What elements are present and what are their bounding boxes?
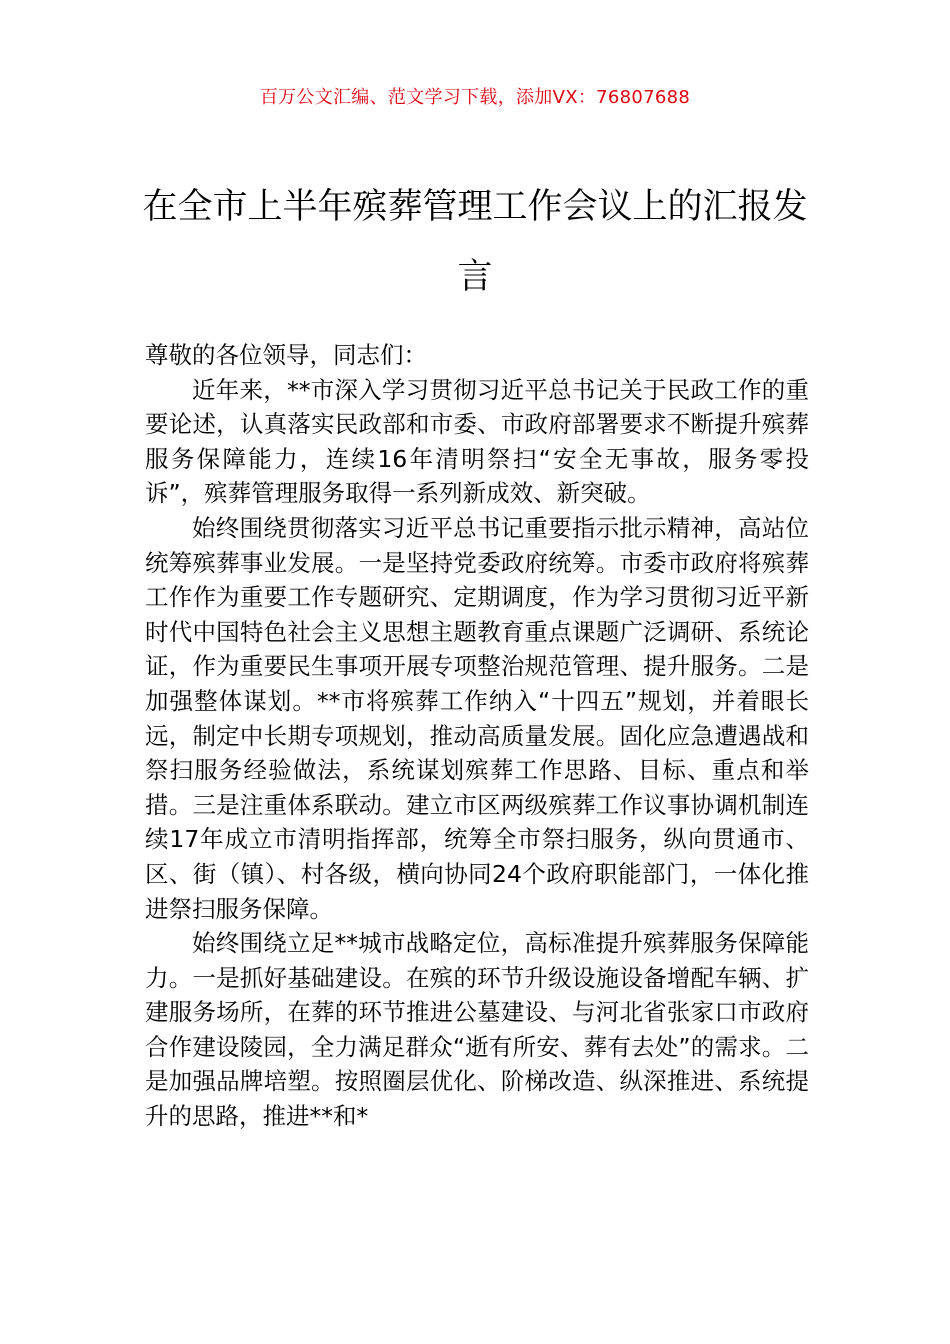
header-note: 百万公文汇编、范文学习下载，添加VX：76807688 [259, 87, 691, 108]
paragraph-overall-planning: 始终围绕贯彻落实习近平总书记重要指示批示精神，高站位统筹殡葬事业发展。一是坚持党委政府统筹。市委市政府将殡葬工作作为重要工作专题研究、定期调度，作为学习贯彻习近平新时代中国特色社会主义思想主题教育重点课题广泛调研、系统论证，作为重要民生事项开展专项整治规范管理、提升服务。二是加强整体谋划。**市将殡葬工作纳入“十四五”规划，并着眼长远，制定中长期专项规划，推动高质量发展。固化应急遭遇战和祭扫服务经验做法，系统谋划殡葬工作思路、目标、重点和举措。三是注重体系联动。建立市区两级殡葬工作议事协调机制连续17年成立市清明指挥部，统筹全市祭扫服务，纵向贯通市、区、街（镇）、村各级，横向协同24个政府职能部门，一体化推进祭扫服务保障。 [145, 513, 809, 923]
paragraph-intro: 近年来，**市深入学习贯彻习近平总书记关于民政工作的重要论述，认真落实民政部和市委、市政府部署要求不断提升殡葬服务保障能力，连续16年清明祭扫“安全无事故，服务零投诉”，殡葬管理服务取得一系列新成效、新突破。 [145, 375, 809, 508]
salutation: 尊敬的各位领导，同志们： [145, 341, 427, 369]
document-body [145, 338, 809, 1134]
document-title: 在全市上半年殡葬管理工作会议上的汇报发言 [142, 187, 808, 297]
paragraph-service-capacity: 始终围绕立足**城市战略定位，高标准提升殡葬服务保障能力。一是抓好基础建设。在殡的环节升级设施设备增配车辆、扩建服务场所，在葬的环节推进公墓建设、与河北省张家口市政府合作建设陵园，全力满足群众“逝有所安、葬有去处”的需求。二是加强品牌培塑。按照圈层优化、阶梯改造、纵深推进、系统提升的思路，推进**和* [145, 929, 809, 1131]
